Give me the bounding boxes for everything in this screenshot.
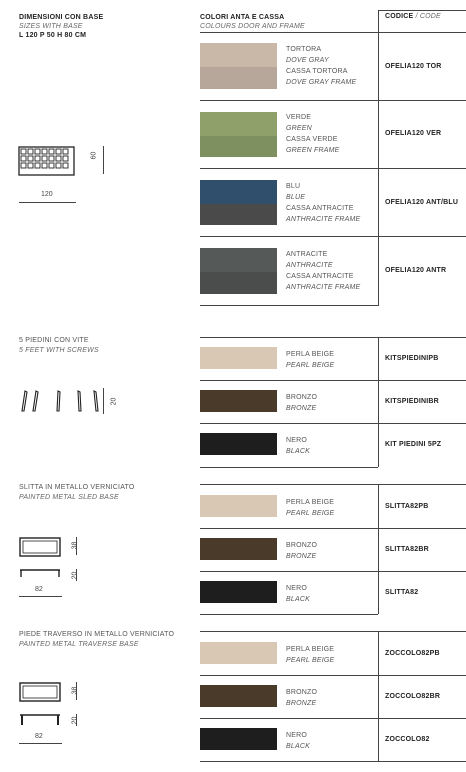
frame-swatch — [200, 67, 277, 89]
color-swatch — [200, 495, 277, 517]
color-name: TORTORA — [286, 46, 322, 53]
color-name: PERLA BEIGE — [286, 499, 335, 506]
feet-subtitle: 5 FEET WITH SCREWS — [19, 347, 99, 354]
sled-foot-height-label: 20 — [71, 571, 79, 580]
divider — [200, 305, 378, 306]
color-name: NERO — [286, 732, 308, 739]
color-names — [286, 497, 334, 519]
color-names — [286, 435, 310, 457]
color-swatch — [200, 685, 277, 707]
color-names — [286, 644, 334, 666]
dimensions-values: L 120 P 50 H 80 CM — [19, 32, 87, 39]
cabinet-icon — [18, 146, 76, 178]
width-dimension-line — [19, 202, 76, 203]
door-swatch — [200, 43, 277, 67]
divider — [200, 614, 378, 615]
frame-name-en: GREEN FRAME — [286, 147, 340, 154]
sled-width-label: 82 — [35, 586, 43, 593]
color-names — [286, 540, 317, 562]
divider — [378, 484, 379, 614]
color-names — [286, 583, 310, 605]
frame-swatch — [200, 204, 277, 225]
frame-name-en: DOVE GRAY FRAME — [286, 79, 357, 86]
product-code: SLITTA82 — [385, 589, 419, 596]
color-name: ANTRACITE — [286, 251, 328, 258]
divider — [200, 32, 466, 33]
color-names — [286, 181, 360, 225]
product-code: KIT PIEDINI 5PZ — [385, 441, 442, 448]
color-name-en: BRONZE — [286, 700, 317, 707]
divider — [200, 100, 466, 101]
color-name: BRONZO — [286, 542, 318, 549]
color-name: VERDE — [286, 114, 312, 121]
cabinet-width-label: 120 — [41, 191, 53, 198]
width-dimension-line — [19, 596, 62, 597]
color-names — [286, 687, 317, 709]
product-code: OFELIA120 ANTR — [385, 267, 447, 274]
color-name-en: BRONZE — [286, 405, 317, 412]
color-name: BLU — [286, 183, 301, 190]
product-code: KITSPIEDINIBR — [385, 398, 439, 405]
door-swatch — [200, 180, 277, 204]
code-separator: / — [413, 13, 420, 20]
dimensions-title: DIMENSIONI CON BASE — [19, 14, 104, 21]
frame-name-en: ANTHRACITE FRAME — [286, 216, 361, 223]
color-swatch — [200, 642, 277, 664]
color-name-en: PEARL BEIGE — [286, 510, 335, 517]
traverse-foot-height-label: 20 — [71, 716, 79, 725]
traverse-height-label: 38 — [71, 686, 79, 695]
frame-name: CASSA ANTRACITE — [286, 273, 354, 280]
product-code: OFELIA120 TOR — [385, 63, 442, 70]
divider — [378, 631, 379, 762]
height-dimension-line — [103, 146, 104, 174]
divider — [200, 675, 466, 676]
frame-name: CASSA VERDE — [286, 136, 338, 143]
traverse-subtitle: PAINTED METAL TRAVERSE BASE — [19, 641, 139, 648]
code-header — [385, 13, 441, 20]
divider — [200, 467, 378, 468]
color-swatch — [200, 433, 277, 455]
divider — [200, 718, 466, 719]
color-swatch — [200, 538, 277, 560]
color-name: BRONZO — [286, 394, 318, 401]
door-swatch — [200, 248, 277, 272]
color-name-en: BRONZE — [286, 553, 317, 560]
product-code: ZOCCOLO82PB — [385, 650, 440, 657]
color-names — [286, 349, 334, 371]
product-code: OFELIA120 VER — [385, 130, 442, 137]
color-name: NERO — [286, 437, 308, 444]
sled-height-label: 38 — [71, 541, 79, 550]
door-swatch — [200, 112, 277, 136]
feet-height-label: 20 — [110, 397, 118, 406]
product-code: KITSPIEDINIPB — [385, 355, 439, 362]
sled-subtitle: PAINTED METAL SLED BASE — [19, 494, 119, 501]
color-name-en: ANTHRACITE — [286, 262, 333, 269]
color-swatch — [200, 390, 277, 412]
product-code: ZOCCOLO82 — [385, 736, 430, 743]
product-code: SLITTA82BR — [385, 546, 429, 553]
divider — [200, 380, 466, 381]
dimensions-subtitle: SIZES WITH BASE — [19, 23, 83, 30]
color-name: NERO — [286, 585, 308, 592]
feet-title: 5 PIEDINI CON VITE — [19, 337, 89, 344]
color-name-en: BLUE — [286, 194, 306, 201]
color-names — [286, 392, 317, 414]
divider — [200, 761, 466, 762]
divider — [200, 423, 466, 424]
sled-title: SLITTA IN METALLO VERNICIATO — [19, 484, 135, 491]
feet-icon — [18, 388, 104, 416]
color-name-en: PEARL BEIGE — [286, 362, 335, 369]
cabinet-height-label: 60 — [90, 151, 98, 160]
color-names — [286, 730, 310, 752]
color-swatch — [200, 347, 277, 369]
divider — [200, 484, 466, 485]
product-code: OFELIA120 ANT/BLU — [385, 199, 459, 206]
divider — [378, 10, 466, 11]
divider — [200, 528, 466, 529]
frame-swatch — [200, 272, 277, 294]
frame-swatch — [200, 136, 277, 157]
color-name-en: BLACK — [286, 743, 310, 750]
divider — [200, 168, 466, 169]
frame-name: CASSA ANTRACITE — [286, 205, 354, 212]
color-swatch — [200, 581, 277, 603]
color-names — [286, 112, 340, 156]
color-name-en: DOVE GRAY — [286, 57, 329, 64]
color-swatch — [200, 728, 277, 750]
code-title: CODICE — [385, 13, 414, 20]
code-subtitle: CODE — [419, 13, 441, 20]
colors-subtitle: COLOURS DOOR AND FRAME — [200, 23, 305, 30]
divider — [378, 32, 379, 306]
frame-name-en: ANTHRACITE FRAME — [286, 284, 361, 291]
divider — [200, 337, 466, 338]
color-names — [286, 44, 356, 88]
frame-name: CASSA TORTORA — [286, 68, 348, 75]
product-code: ZOCCOLO82BR — [385, 693, 441, 700]
divider — [200, 571, 466, 572]
traverse-title: PIEDE TRAVERSO IN METALLO VERNICIATO — [19, 631, 175, 638]
divider — [200, 631, 466, 632]
divider — [378, 337, 379, 467]
divider — [378, 10, 379, 32]
sled-base-icon — [18, 537, 64, 583]
color-name: PERLA BEIGE — [286, 646, 335, 653]
color-name-en: PEARL BEIGE — [286, 657, 335, 664]
colors-title: COLORI ANTA E CASSA — [200, 14, 285, 21]
traverse-base-icon — [18, 682, 64, 728]
traverse-width-label: 82 — [35, 733, 43, 740]
product-code: SLITTA82PB — [385, 503, 429, 510]
color-names — [286, 249, 360, 293]
color-name-en: GREEN — [286, 125, 312, 132]
width-dimension-line — [19, 743, 62, 744]
divider — [200, 236, 466, 237]
color-name-en: BLACK — [286, 596, 310, 603]
color-name: PERLA BEIGE — [286, 351, 335, 358]
height-dimension-line — [103, 388, 104, 414]
color-name-en: BLACK — [286, 448, 310, 455]
color-name: BRONZO — [286, 689, 318, 696]
